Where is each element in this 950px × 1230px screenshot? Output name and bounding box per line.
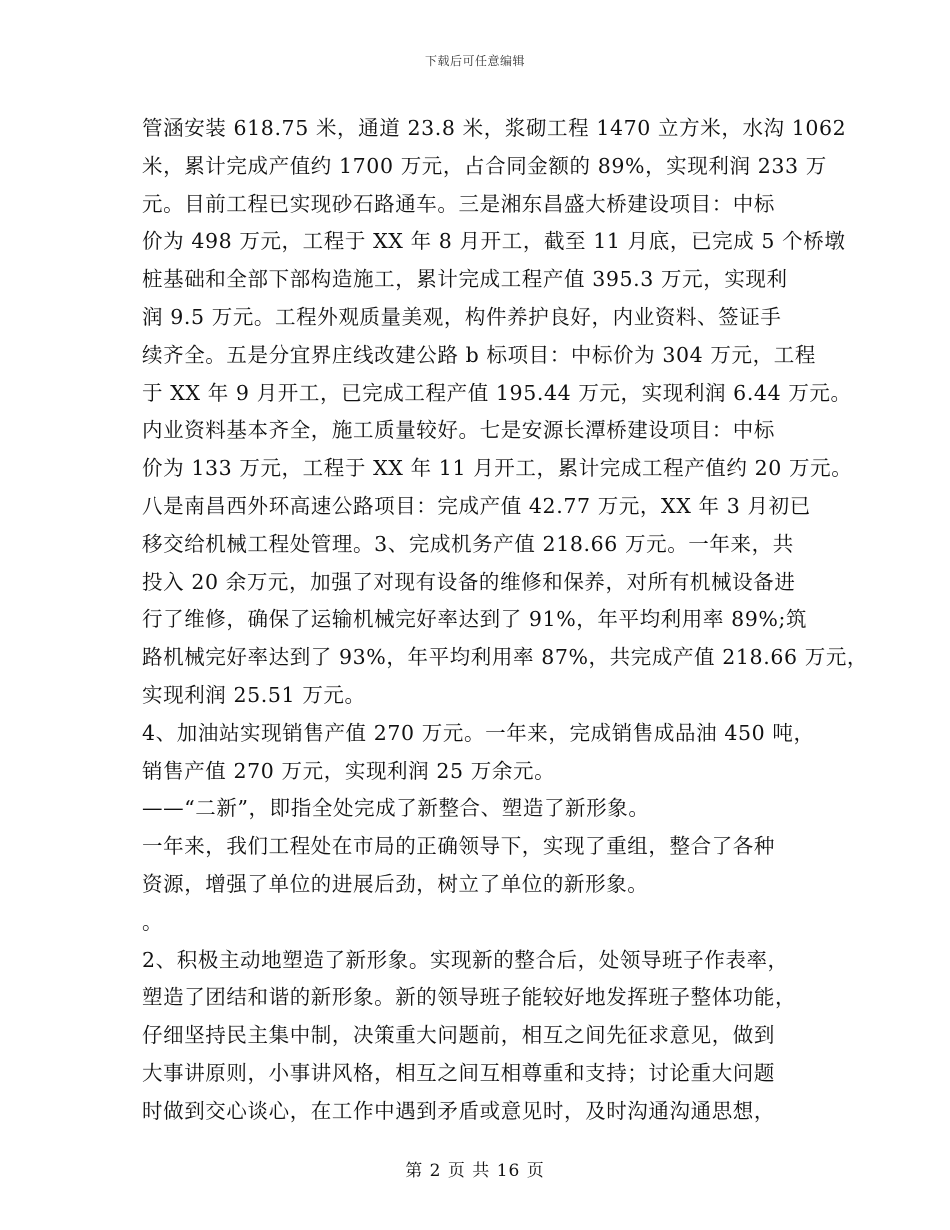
text-line: 实现利润 25.51 万元。 bbox=[142, 682, 366, 707]
text-line: 续齐全。五是分宜界庄线改建公路 b 标项目：中标价为 304 万元，工程 bbox=[142, 342, 816, 367]
text-line: 仔细坚持民主集中制，决策重大问题前，相互之间先征求意见，做到 bbox=[142, 1023, 775, 1048]
text-line: 桩基础和全部下部构造施工，累计完成工程产值 395.3 万元，实现利 bbox=[142, 267, 788, 292]
text-line: 2、积极主动地塑造了新形象。实现新的整合后，处领导班子作表率， bbox=[142, 947, 789, 972]
text-line: 管涵安装 618.75 米，通道 23.8 米，浆砌工程 1470 立方米，水沟 1062 bbox=[142, 116, 847, 140]
document-body bbox=[142, 110, 869, 1131]
text-line: 润 9.5 万元。工程外观质量美观，构件养护良好，内业资料、签证手 bbox=[142, 304, 782, 329]
text-line: 大事讲原则，小事讲风格，相互之间互相尊重和支持；讨论重大问题 bbox=[142, 1060, 775, 1085]
text-line: 价为 133 万元，工程于 XX 年 11 月开工，累计完成工程产值约 20 万元。 bbox=[142, 456, 853, 481]
text-line: 路机械完好率达到了 93%，年平均利用率 87%，共完成产值 218.66 万元， bbox=[142, 645, 869, 670]
text-line: 4、加油站实现销售产值 270 万元。一年来，完成销售成品油 450 吨， bbox=[142, 720, 815, 745]
text-line: 于 XX 年 9 月开工，已完成工程产值 195.44 万元，实现利润 6.44 万元。 bbox=[142, 380, 852, 405]
text-line: 销售产值 270 万元，实现利润 25 万余元。 bbox=[142, 758, 556, 783]
text-line: 。 bbox=[142, 909, 164, 934]
text-line: 八是南昌西外环高速公路项目：完成产值 42.77 万元，XX 年 3 月初已 bbox=[142, 493, 811, 518]
text-line: 移交给机械工程处管理。3、完成机务产值 218.66 万元。一年来，共 bbox=[142, 531, 794, 556]
text-line: 米，累计完成产值约 1700 万元，占合同金额的 89%，实现利润 233 万 bbox=[142, 153, 827, 178]
text-line: 塑造了团结和谐的新形象。新的领导班子能较好地发挥班子整体功能， bbox=[142, 985, 797, 1010]
text-line: 行了维修，确保了运输机械完好率达到了 91%，年平均利用率 89%;筑 bbox=[142, 607, 808, 632]
text-line: ——“二新”，即指全处完成了新整合、塑造了新形象。 bbox=[142, 796, 650, 821]
page-number-footer: 第 2 页 共 16 页 bbox=[405, 1161, 545, 1181]
text-line: 元。目前工程已实现砂石路通车。三是湘东昌盛大桥建设项目：中标 bbox=[142, 191, 775, 216]
text-line: 内业资料基本齐全，施工质量较好。七是安源长潭桥建设项目：中标 bbox=[142, 418, 775, 443]
text-line: 投入 20 余万元，加强了对现有设备的维修和保养，对所有机械设备进 bbox=[142, 569, 796, 594]
text-line: 价为 498 万元，工程于 XX 年 8 月开工，截至 11 月底，已完成 5 个桥墩 bbox=[142, 229, 846, 254]
text-line: 一年来，我们工程处在市局的正确领导下，实现了重组，整合了各种 bbox=[142, 834, 775, 859]
page-header: 下载后可任意编辑 bbox=[424, 54, 525, 68]
text-line: 时做到交心谈心，在工作中遇到矛盾或意见时，及时沟通沟通思想， bbox=[142, 1098, 775, 1123]
text-line: 资源，增强了单位的进展后劲，树立了单位的新形象。 bbox=[142, 871, 649, 896]
